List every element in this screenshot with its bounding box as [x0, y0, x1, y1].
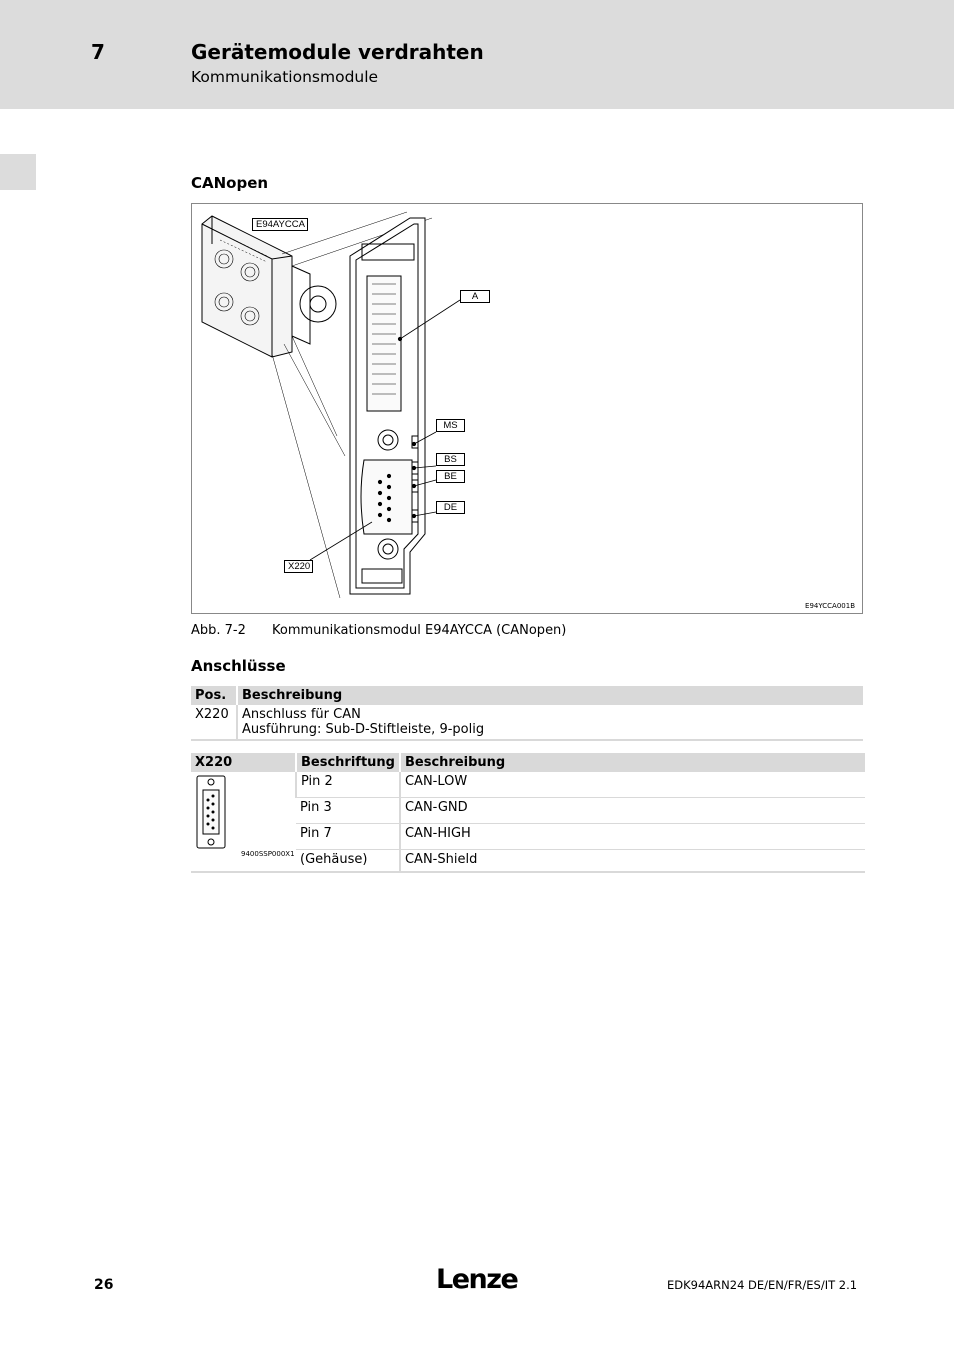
cell-label: (Gehäuse): [296, 850, 400, 873]
cell-label: Pin 2: [296, 772, 400, 798]
label-module-type: E94AYCCA: [252, 218, 308, 231]
cell-description: [237, 705, 863, 740]
table-header: Beschreibung: [400, 753, 865, 772]
description-line-1: Anschluss für CAN: [242, 707, 361, 722]
label-x220: X220: [284, 560, 313, 573]
cell-desc: CAN-Shield: [400, 850, 865, 873]
label-de: DE: [436, 501, 465, 514]
connector-image-id: 9400SSP000X1: [241, 850, 295, 858]
description-line-2: Ausführung: Sub-D-Stiftleiste, 9-polig: [242, 722, 485, 737]
sub-d-connector-icon: [191, 774, 231, 850]
table-row: [191, 772, 865, 798]
section-heading-canopen: CANopen: [191, 174, 269, 192]
label-a: A: [460, 290, 490, 303]
label-be: BE: [436, 470, 465, 483]
chapter-title: Gerätemodule verdrahten: [191, 40, 484, 64]
page-number: 26: [94, 1277, 114, 1293]
table-header: Pos.: [191, 686, 237, 705]
chapter-subtitle: Kommunikationsmodule: [191, 68, 379, 86]
lenze-logo: Lenze: [436, 1264, 518, 1295]
table-header: Beschreibung: [237, 686, 863, 705]
cell-desc: CAN-GND: [400, 798, 865, 824]
cell-desc: CAN-HIGH: [400, 824, 865, 850]
side-tab-marker: [0, 154, 36, 190]
cell-pos: X220: [191, 705, 237, 740]
document-id: EDK94ARN24 DE/EN/FR/ES/IT 2.1: [667, 1278, 858, 1292]
label-bs: BS: [436, 453, 465, 466]
table-header: Beschriftung: [296, 753, 400, 772]
table-row: [191, 705, 863, 740]
cell-label: Pin 3: [296, 798, 400, 824]
chapter-number: 7: [91, 40, 105, 64]
chapter-header: [0, 0, 954, 109]
module-drawing: [192, 204, 864, 615]
pinout-table: [191, 753, 865, 873]
figure-caption-number: Abb. 7-2: [191, 623, 246, 638]
figure-id: E94YCCA001B: [805, 602, 855, 610]
cell-desc: CAN-LOW: [400, 772, 865, 798]
connections-table: [191, 686, 863, 741]
section-heading-anschluesse: Anschlüsse: [191, 657, 286, 675]
table-header: X220: [191, 753, 296, 772]
cell-label: Pin 7: [296, 824, 400, 850]
label-ms: MS: [436, 419, 465, 432]
figure-canopen-module: [191, 203, 863, 614]
cell-connector-image: [191, 772, 296, 872]
figure-caption-text: Kommunikationsmodul E94AYCCA (CANopen): [272, 623, 567, 638]
